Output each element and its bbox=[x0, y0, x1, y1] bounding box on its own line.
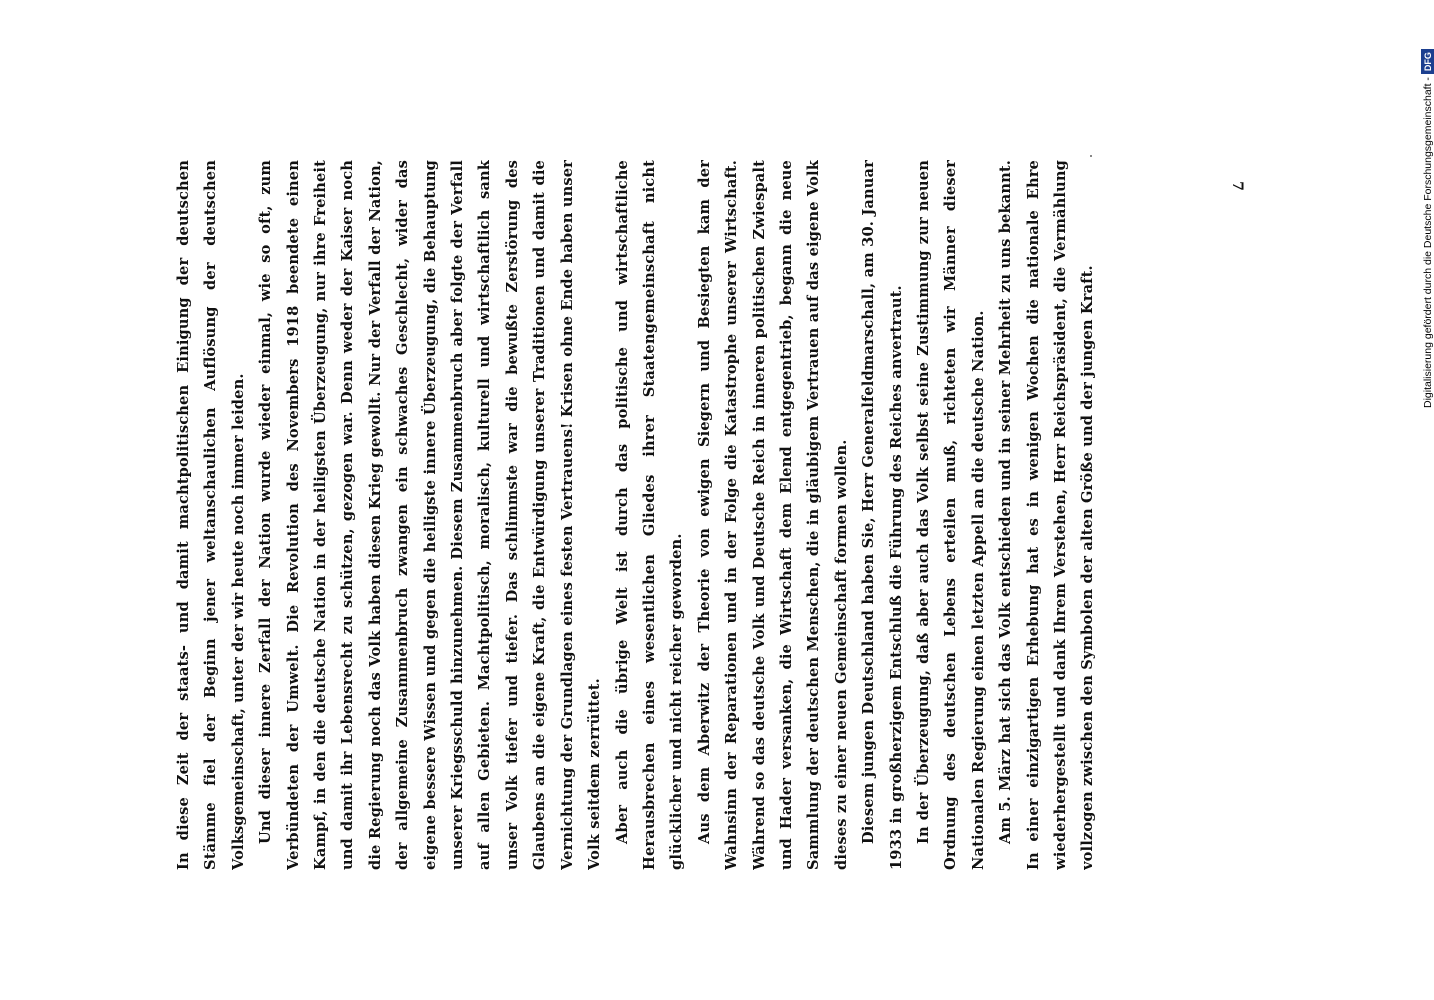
document-page bbox=[170, 160, 1200, 870]
paragraph: Am 5. März hat sich das Volk entschieden und in seiner Mehrheit zu uns bekannt. In einer einzigartigen Erhebung hat es in wenigen Wochen die nationale Ehre wiederhergestellt und dank Ihrem Verstehen, Herr Reichspräsident, die Vermählung vollzogen zwischen den Symbolen der alten Größe und der jungen Kraft. bbox=[997, 160, 1097, 870]
scan-speck bbox=[1090, 155, 1092, 157]
paragraph: In diese Zeit der staats- und damit machtpolitischen Einigung der deutschen Stämme fiel der Beginn jener weltanschaulichen Auflösung der deutschen Volksgemeinschaft, unter der wir heute noch immer leiden. bbox=[175, 160, 247, 870]
paragraph: Diesem jungen Deutschland haben Sie, Herr Generalfeldmarschall, am 30. Januar 1933 in großherzigem Entschluß die Führung des Reiches anvertraut. bbox=[860, 160, 905, 870]
digitization-credit bbox=[1418, 8, 1434, 408]
rotated-text-frame bbox=[170, 160, 1200, 870]
page-text bbox=[170, 160, 1102, 870]
paragraph: Aber auch die übrige Welt ist durch das politische und wirtschaftliche Herausbrechen eines wesentlichen Gliedes ihrer Staatengemeinschaft nicht glücklicher und nicht reicher geworden. bbox=[613, 160, 686, 870]
credit-text: Digitalisierung gefördert durch die Deutsche Forschungsgemeinschaft - bbox=[1422, 77, 1434, 408]
dfg-logo: DFG bbox=[1421, 49, 1434, 74]
credit-rotated bbox=[1418, 8, 1434, 408]
paragraph: Aus dem Aberwitz der Theorie von ewigen Siegern und Besiegten kam der Wahnsinn der Reparationen und in der Folge die Katastrophe unserer Wirtschaft. Während so das deutsche Volk und Deutsche Reich in inneren politischen Zwiespalt und Hader versanken, die Wirtschaft dem Elend entgegentrieb, begann die neue Sammlung der deutschen Menschen, die in gläubigem Vertrauen auf das eigene Volk dieses zu einer neuen Gemeinschaft formen wollen. bbox=[695, 160, 850, 870]
page-number: 7 bbox=[1228, 181, 1245, 191]
paragraph: In der Überzeugung, daß aber auch das Volk selbst seine Zustimmung zur neuen Ordnung des deutschen Lebens erteilen muß, richteten wir Männer dieser Nationalen Regierung einen letzten Appell an die deutsche Nation. bbox=[914, 160, 987, 870]
paragraph: Und dieser innere Zerfall der Nation wurde wieder einmal, wie so oft, zum Verbündeten der Umwelt. Die Revolution des Novembers 1918 beendete einen Kampf, in den die deutsche Nation in der heiligsten Überzeugung, nur ihre Freiheit und damit ihr Lebensrecht zu schützen, gezogen war. Denn weder der Kaiser noch die Regierung noch das Volk haben diesen Krieg gewollt. Nur der Verfall der Nation, der allgemeine Zusammenbruch zwangen ein schwaches Geschlecht, wider das eigene bessere Wissen und gegen die heiligste innere Überzeugung, die Behauptung unserer Kriegsschuld hinzunehmen. Diesem Zusammenbruch aber folgte der Verfall auf allen Gebieten. Machtpolitisch, moralisch, kulturell und wirtschaftlich sank unser Volk tiefer und tiefer. Das schlimmste war die bewußte Zerstörung des Glaubens an die eigene Kraft, die Entwürdigung unserer Traditionen und damit die Vernichtung der Grundlagen eines festen Vertrauens! Krisen ohne Ende haben unser Volk seitdem zerrüttet. bbox=[257, 160, 604, 870]
